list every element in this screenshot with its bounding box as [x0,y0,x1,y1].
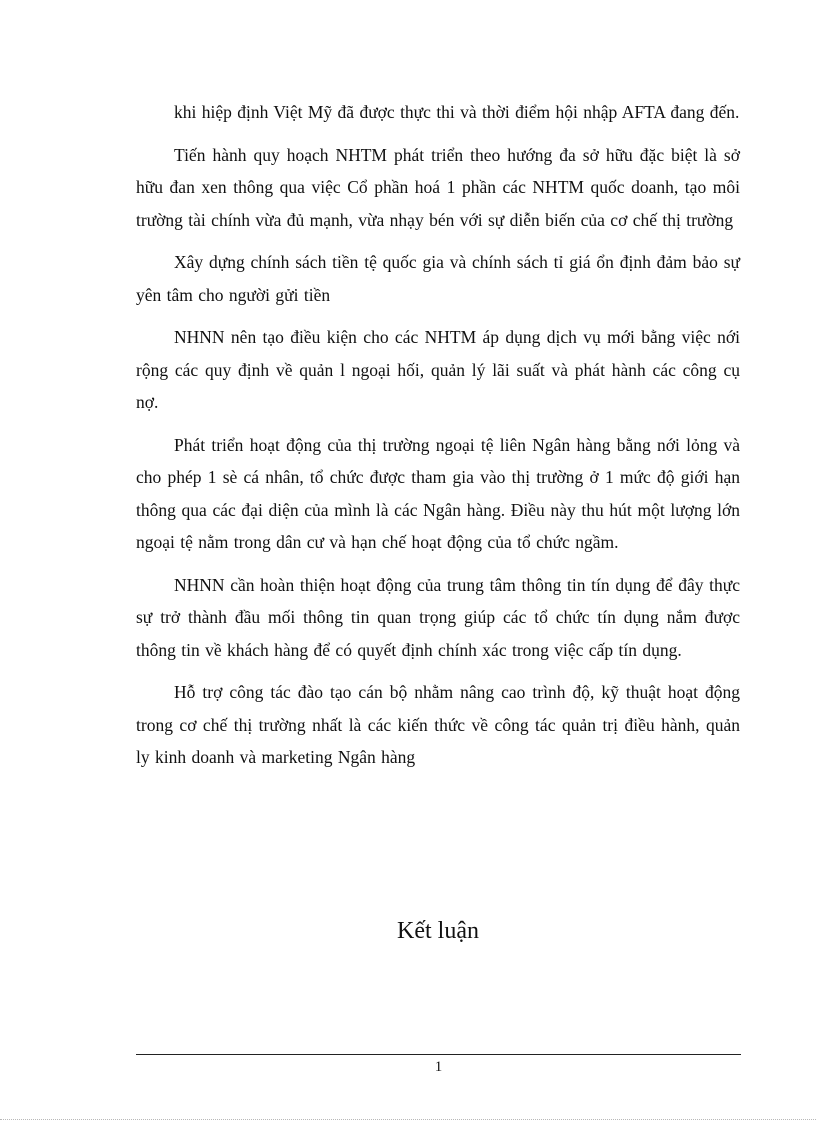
footer-divider [136,1054,741,1055]
page-bottom-edge [0,1119,816,1120]
paragraph-3: Xây dựng chính sách tiền tệ quốc gia và chính sách tỉ giá ổn định đảm bảo sự yên tâm cho người gửi tiền [136,252,740,305]
paragraph-5: Phát triển hoạt động của thị trường ngoại tệ liên Ngân hàng bằng nới lỏng và cho phép 1 sè cá nhân, tổ chức được tham gia vào thị trường ở 1 mức độ giới hạn thông qua các đại diện của mình là các Ngân hàng. Điều này thu hút một lượng lớn ngoại tệ nằm trong dân cư và hạn chế hoạt động của tổ chức ngầm. [136,434,740,552]
paragraph-4: NHNN nên tạo điều kiện cho các NHTM áp dụng dịch vụ mới bằng việc nới rộng các quy định về quản l ngoại hối, quản lý lãi suất và phát hành các công cụ nợ. [136,327,740,412]
document-body [136,96,740,784]
paragraph-7: Hỗ trợ công tác đào tạo cán bộ nhằm nâng cao trình độ, kỹ thuật hoạt động trong cơ chế thị trường nhất là các kiến thức về công tác quản trị điều hành, quản ly kinh doanh và marketing Ngân hàng [136,682,740,767]
section-heading: Kết luận [397,918,479,944]
paragraph-2: Tiến hành quy hoạch NHTM phát triển theo hướng đa sở hữu đặc biệt là sở hữu đan xen thông qua việc Cổ phần hoá 1 phần các NHTM quốc doanh, tạo môi trường tài chính vừa đủ mạnh, vừa nhạy bén với sự diễn biến của cơ chế thị trường [136,144,740,230]
paragraph-6: NHNN cần hoàn thiện hoạt động của trung tâm thông tin tín dụng để đây thực sự trở thành đầu mối thông tin quan trọng giúp các tổ chức tín dụng nắm được thông tin về khách hàng để có quyết định chính xác trong việc cấp tín dụng. [136,574,740,660]
paragraph-1: khi hiệp định Việt Mỹ đã được thực thi và thời điểm hội nhập AFTA đang đến. [174,102,740,122]
page-number: 1 [434,1059,443,1075]
